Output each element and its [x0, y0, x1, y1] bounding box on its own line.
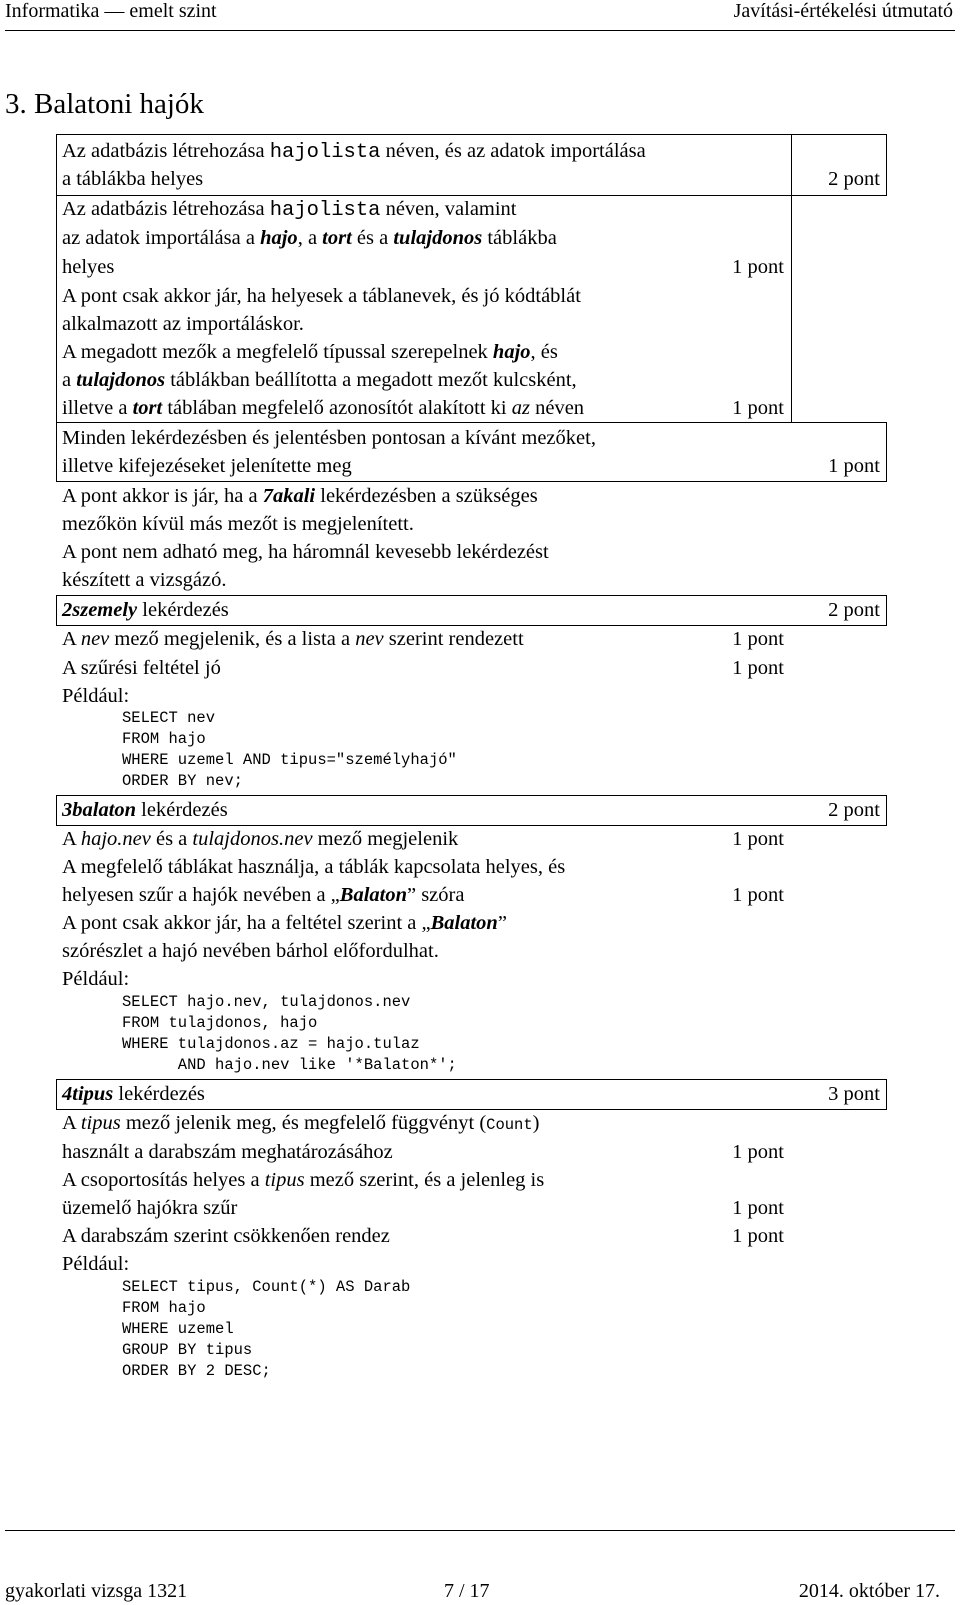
s1a-line1: Az adatbázis létrehozása hajolista néven, valamint: [62, 198, 517, 222]
s1a-line2: az adatok importálása a hajo, a tort és a tulajdonos táblákba: [62, 227, 557, 249]
q3-note1: A pont csak akkor jár, ha a feltétel szerint a „Balaton”: [62, 912, 507, 934]
q2-code-4: ORDER BY nev;: [122, 772, 243, 790]
s2-note2: mezőkön kívül más mezőt is megjelenített.: [62, 513, 414, 535]
q2-item2-points: 1 pont: [732, 657, 784, 679]
q4-code-4: GROUP BY tipus: [122, 1341, 253, 1359]
q3-note2: szórészlet a hajó nevében bárhol előfordulhat.: [62, 940, 439, 962]
q4-item2-line1: A csoportosítás helyes a tipus mező szerint, és a jelenleg is: [62, 1169, 545, 1191]
q3-code-2: FROM tulajdonos, hajo: [122, 1014, 318, 1032]
q3-title: 3balaton lekérdezés: [62, 799, 228, 821]
footer-divider: [5, 1530, 955, 1531]
header-right: Javítási-értékelési útmutató: [733, 0, 953, 22]
q2-example-label: Például:: [62, 685, 130, 707]
q3-example-label: Például:: [62, 968, 130, 990]
q3-code-4: AND hajo.nev like '*Balaton*';: [122, 1056, 457, 1074]
q3-item1-points: 1 pont: [732, 828, 784, 850]
q2-points: 2 pont: [828, 599, 880, 621]
q4-example-label: Például:: [62, 1253, 130, 1275]
q4-item2-line2: üzemelő hajókra szűr: [62, 1197, 238, 1219]
q3-item2-points: 1 pont: [732, 884, 784, 906]
q3-item2-line1: A megfelelő táblákat használja, a táblák kapcsolata helyes, és: [62, 856, 566, 878]
q4-points: 3 pont: [828, 1083, 880, 1105]
q2-code-3: WHERE uzemel AND tipus="személyhajó": [122, 751, 457, 769]
s1-points: 2 pont: [828, 168, 880, 190]
q4-item1-line1: A tipus mező jelenik meg, és megfelelő függvényt (Count): [62, 1112, 540, 1134]
q4-code-3: WHERE uzemel: [122, 1320, 234, 1338]
page-number: 7 / 17: [444, 1580, 490, 1602]
q4-code-2: FROM hajo: [122, 1299, 206, 1317]
q3-points: 2 pont: [828, 799, 880, 821]
q4-item2-points: 1 pont: [732, 1197, 784, 1219]
header-left: Informatika — emelt szint: [5, 0, 217, 22]
s2-note3: A pont nem adható meg, ha háromnál kevesebb lekérdezést: [62, 541, 549, 563]
q4-item1-line2: használt a darabszám meghatározásához: [62, 1141, 393, 1163]
s2-line1: Minden lekérdezésben és jelentésben pontosan a kívánt mezőket,: [62, 427, 596, 449]
q2-code-2: FROM hajo: [122, 730, 206, 748]
s1b-line2: a tulajdonos táblákban beállította a megadott mezőt kulcsként,: [62, 369, 577, 391]
s2-note1: A pont akkor is jár, ha a 7akali lekérdezésben a szükséges: [62, 485, 538, 507]
s1a-note1: A pont csak akkor jár, ha helyesek a táblanevek, és jó kódtáblát: [62, 285, 581, 307]
q3-item1: A hajo.nev és a tulajdonos.nev mező megjelenik: [62, 828, 459, 850]
s1-line2: a táblákba helyes: [62, 168, 204, 190]
q3-item2-line2: helyesen szűr a hajók nevében a „Balaton” szóra: [62, 884, 465, 906]
q3-code-1: SELECT hajo.nev, tulajdonos.nev: [122, 993, 411, 1011]
s2-line2: illetve kifejezéseket jelenítette meg: [62, 455, 352, 477]
q4-item1-points: 1 pont: [732, 1141, 784, 1163]
q2-item2: A szűrési feltétel jó: [62, 657, 221, 679]
s2-note4: készített a vizsgázó.: [62, 569, 227, 591]
q4-item3: A darabszám szerint csökkenően rendez: [62, 1225, 390, 1247]
s1-line1: Az adatbázis létrehozása hajolista néven, és az adatok importálása: [62, 140, 646, 164]
s1a-note2: alkalmazott az importáláskor.: [62, 313, 304, 335]
footer-left: gyakorlati vizsga 1321: [5, 1580, 188, 1602]
q2-code-1: SELECT nev: [122, 709, 216, 727]
header-divider: [5, 30, 955, 31]
q2-item1: A nev mező megjelenik, és a lista a nev szerint rendezett: [62, 628, 524, 650]
s1a-points: 1 pont: [732, 256, 784, 278]
s1b-points: 1 pont: [732, 397, 784, 419]
q4-title: 4tipus lekérdezés: [62, 1083, 205, 1105]
q4-code-5: ORDER BY 2 DESC;: [122, 1362, 271, 1380]
page-title: 3. Balatoni hajók: [5, 88, 204, 120]
q2-title: 2szemely lekérdezés: [62, 599, 229, 621]
q4-item3-points: 1 pont: [732, 1225, 784, 1247]
s1a-line3: helyes: [62, 256, 115, 278]
q2-item1-points: 1 pont: [732, 628, 784, 650]
s1b-line1: A megadott mezők a megfelelő típussal szerepelnek hajo, és: [62, 341, 558, 363]
q4-code-1: SELECT tipus, Count(*) AS Darab: [122, 1278, 411, 1296]
s2-points: 1 pont: [828, 455, 880, 477]
q3-code-3: WHERE tulajdonos.az = hajo.tulaz: [122, 1035, 420, 1053]
footer-right: 2014. október 17.: [798, 1580, 940, 1602]
s1b-line3: illetve a tort táblában megfelelő azonosítót alakított ki az néven: [62, 397, 585, 419]
